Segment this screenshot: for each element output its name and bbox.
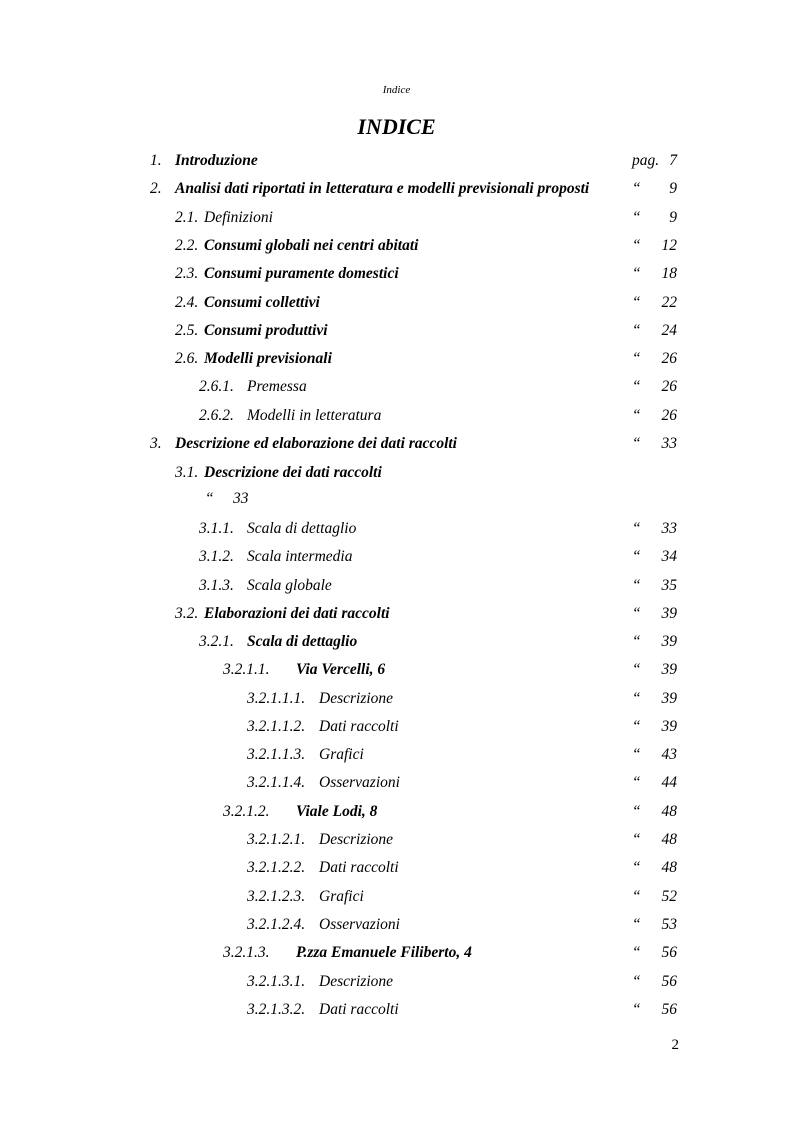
toc-entry-ditto-mark: “: [632, 888, 641, 905]
toc-entry-number: 3.2.1.3.1.: [247, 973, 306, 990]
toc-entry-ditto-mark: “: [632, 294, 641, 311]
toc-entry-page: 39: [661, 633, 677, 650]
toc-entry-number: 2.6.2.: [199, 407, 234, 424]
toc-entry-page: 53: [661, 916, 677, 933]
toc-entry[interactable]: [0, 235, 793, 257]
toc-entry-title: Elaborazioni dei dati raccolti: [204, 605, 390, 622]
toc-entry-number: 3.2.1.: [199, 633, 234, 650]
toc-entry-title: Osservazioni: [319, 916, 400, 933]
toc-entry-page: 35: [661, 577, 677, 594]
toc-entry[interactable]: [0, 320, 793, 342]
toc-entry[interactable]: [0, 518, 793, 540]
toc-entry[interactable]: [0, 914, 793, 936]
toc-entry[interactable]: [0, 801, 793, 823]
toc-entry-page: 33: [661, 520, 677, 537]
toc-entry-ditto-mark: “: [632, 944, 641, 961]
toc-entry-title: Dati raccolti: [319, 718, 399, 735]
toc-entry-number: 2.4.: [175, 294, 199, 311]
toc-entry[interactable]: [0, 688, 793, 710]
toc-entry-number: 3.2.1.1.: [223, 661, 270, 678]
toc-entry-title: Dati raccolti: [319, 1001, 399, 1018]
toc-entry[interactable]: [0, 150, 793, 172]
toc-entry-page: 9: [669, 209, 677, 226]
toc-entry-number: 3.: [150, 435, 162, 452]
toc-entry-title: Introduzione: [175, 152, 258, 169]
toc-entry-ditto-mark: “: [205, 490, 214, 507]
toc-entry[interactable]: [0, 772, 793, 794]
toc-entry-title: Descrizione dei dati raccolti: [204, 464, 382, 481]
toc-entry[interactable]: [0, 575, 793, 597]
toc-entry-ditto-mark: “: [632, 605, 641, 622]
toc-entry[interactable]: [0, 971, 793, 993]
toc-entry-page: 26: [661, 350, 677, 367]
toc-entry-ditto-mark: “: [632, 859, 641, 876]
toc-entry-page: 44: [661, 774, 677, 791]
toc-entry-page: 9: [669, 180, 677, 197]
toc-entry-title: Scala di dettaglio: [247, 633, 358, 650]
toc-entry-title: Premessa: [247, 378, 307, 395]
toc-entry-number: 2.6.: [175, 350, 199, 367]
toc-entry-page: 12: [661, 237, 677, 254]
toc-entry[interactable]: [0, 659, 793, 681]
toc-entry-number: 3.2.1.2.4.: [247, 916, 306, 933]
toc-entry-title: Definizioni: [204, 209, 273, 226]
toc-entry-number: 2.3.: [175, 265, 199, 282]
toc-entry[interactable]: [0, 716, 793, 738]
toc-entry-ditto-mark: “: [632, 520, 641, 537]
toc-entry-ditto-mark: “: [632, 237, 641, 254]
toc-entry-page: 56: [661, 1001, 677, 1018]
toc-entry-number: 3.1.: [175, 464, 199, 481]
toc-entry-page: 56: [661, 973, 677, 990]
toc-entry-title: Descrizione: [319, 690, 394, 707]
toc-entry-ditto-mark: “: [632, 265, 641, 282]
toc-entry-title: Scala globale: [247, 577, 332, 594]
toc-entry[interactable]: [0, 376, 793, 398]
toc-entry-ditto-mark: “: [632, 350, 641, 367]
toc-entry[interactable]: [0, 292, 793, 314]
toc-entry-number: 2.2.: [175, 237, 199, 254]
toc-entry-ditto-mark: “: [632, 180, 641, 197]
toc-entry-number: 3.2.1.1.4.: [247, 774, 306, 791]
toc-entry-title: Grafici: [319, 888, 364, 905]
toc-entry[interactable]: [0, 405, 793, 427]
toc-entry-title: Descrizione: [319, 973, 394, 990]
toc-entry-ditto-mark: “: [632, 633, 641, 650]
toc-entry[interactable]: [0, 829, 793, 851]
toc-entry-number: 3.2.1.3.: [223, 944, 270, 961]
toc-entry-number: 3.1.1.: [199, 520, 234, 537]
toc-entry-title: Consumi puramente domestici: [204, 265, 399, 282]
toc-entry-ditto-mark: “: [632, 774, 641, 791]
toc-entry-number: 3.2.: [175, 605, 199, 622]
toc-entry-number: 3.1.3.: [199, 577, 234, 594]
running-header: Indice: [382, 84, 411, 96]
toc-entry-number: 3.2.1.2.3.: [247, 888, 306, 905]
toc-entry-number: 2.6.1.: [199, 378, 234, 395]
toc-entry[interactable]: [0, 178, 793, 200]
toc-entry-page: 24: [661, 322, 677, 339]
toc-entry-number: 3.2.1.1.1.: [247, 690, 306, 707]
toc-entry-title: Scala di dettaglio: [247, 520, 357, 537]
toc-entry[interactable]: [0, 462, 793, 484]
toc-entry-page: 56: [661, 944, 677, 961]
toc-entry-ditto-mark: “: [632, 746, 641, 763]
toc-entry[interactable]: [0, 263, 793, 285]
toc-entry-page: 26: [661, 407, 677, 424]
toc-entry[interactable]: [0, 433, 793, 455]
toc-entry-title: Modelli previsionali: [204, 350, 332, 367]
toc-entry[interactable]: [0, 546, 793, 568]
toc-entry-page: 34: [661, 548, 677, 565]
toc-entry-number: 2.1.: [175, 209, 199, 226]
toc-entry-page: 39: [661, 661, 677, 678]
toc-entry-page: 18: [661, 265, 677, 282]
toc-entry-page: 48: [661, 831, 677, 848]
toc-entry-ditto-mark: “: [632, 973, 641, 990]
toc-entry-title: Scala intermedia: [247, 548, 353, 565]
page-number: 2: [671, 1037, 679, 1053]
toc-entry[interactable]: [0, 207, 793, 229]
toc-entry-ditto-mark: “: [632, 435, 641, 452]
toc-entry-number: 1.: [150, 152, 162, 169]
toc-entry[interactable]: [0, 631, 793, 653]
toc-entry-title: Consumi collettivi: [204, 294, 320, 311]
toc-entry-title: Modelli in letteratura: [247, 407, 382, 424]
toc-entry-number: 3.2.1.1.2.: [247, 718, 306, 735]
toc-entry[interactable]: [0, 942, 793, 964]
toc-entry[interactable]: [0, 857, 793, 879]
toc-entry-ditto-mark: “: [632, 407, 641, 424]
toc-entry[interactable]: [0, 744, 793, 766]
toc-entry-title: Consumi produttivi: [204, 322, 328, 339]
toc-entry-ditto-mark: “: [632, 661, 641, 678]
toc-entry-number: 3.2.1.2.2.: [247, 859, 306, 876]
toc-entry[interactable]: [0, 348, 793, 370]
toc-entry-ditto-mark: “: [632, 803, 641, 820]
toc-entry-ditto-mark: “: [632, 378, 641, 395]
toc-entry-ditto-mark: pag.: [632, 152, 660, 169]
toc-entry-number: 3.2.1.2.1.: [247, 831, 306, 848]
toc-entry-number: 2.: [150, 180, 162, 197]
toc-entry-ditto-mark: “: [632, 209, 641, 226]
toc-entry-ditto-mark: “: [632, 548, 641, 565]
toc-entry-ditto-mark: “: [632, 718, 641, 735]
toc-entry-number: 3.2.1.1.3.: [247, 746, 306, 763]
toc-entry[interactable]: [0, 999, 793, 1021]
toc-entry-ditto-mark: “: [632, 1001, 641, 1018]
toc-entry-ditto-mark: “: [632, 831, 641, 848]
toc-entry-title: Via Vercelli, 6: [296, 661, 386, 678]
toc-entry-number: 3.2.1.2.: [223, 803, 270, 820]
toc-entry-page: 7: [669, 152, 677, 169]
toc-entry-page: 48: [661, 803, 677, 820]
page-title: INDICE: [357, 114, 436, 139]
toc-entry-page: 52: [661, 888, 677, 905]
toc-entry[interactable]: [0, 886, 793, 908]
toc-entry-title: Viale Lodi, 8: [296, 803, 378, 820]
toc-entry-page: 22: [661, 294, 677, 311]
toc-entry-ditto-mark: “: [632, 577, 641, 594]
toc-entry-page: 39: [661, 605, 677, 622]
toc-entry-ditto-mark: “: [632, 916, 641, 933]
toc-entry-page: 33: [661, 435, 677, 452]
toc-entry-number: 3.2.1.3.2.: [247, 1001, 306, 1018]
toc-entry-title: Descrizione: [319, 831, 394, 848]
toc-entry-page: 43: [661, 746, 677, 763]
toc-entry-title: Analisi dati riportati in letteratura e modelli previsionali proposti: [175, 180, 590, 197]
toc-entry-page: 33: [233, 490, 249, 507]
toc-entry-page: 48: [661, 859, 677, 876]
toc-entry-title: Grafici: [319, 746, 364, 763]
toc-entry-title: Osservazioni: [319, 774, 400, 791]
toc-entry-title: P.zza Emanuele Filiberto, 4: [296, 944, 472, 961]
toc-entry-page: 39: [661, 690, 677, 707]
toc-entry-ditto-mark: “: [632, 690, 641, 707]
toc-entry-page: 26: [661, 378, 677, 395]
toc-entry-ditto-mark: “: [632, 322, 641, 339]
toc-entry[interactable]: [0, 603, 793, 625]
toc-entry-title: Descrizione ed elaborazione dei dati raccolti: [175, 435, 457, 452]
toc-entry-number: 3.1.2.: [199, 548, 234, 565]
toc-entry-title: Consumi globali nei centri abitati: [204, 237, 419, 254]
toc-entry-title: Dati raccolti: [319, 859, 399, 876]
toc-entry-number: 2.5.: [175, 322, 199, 339]
toc-entry-page: 39: [661, 718, 677, 735]
